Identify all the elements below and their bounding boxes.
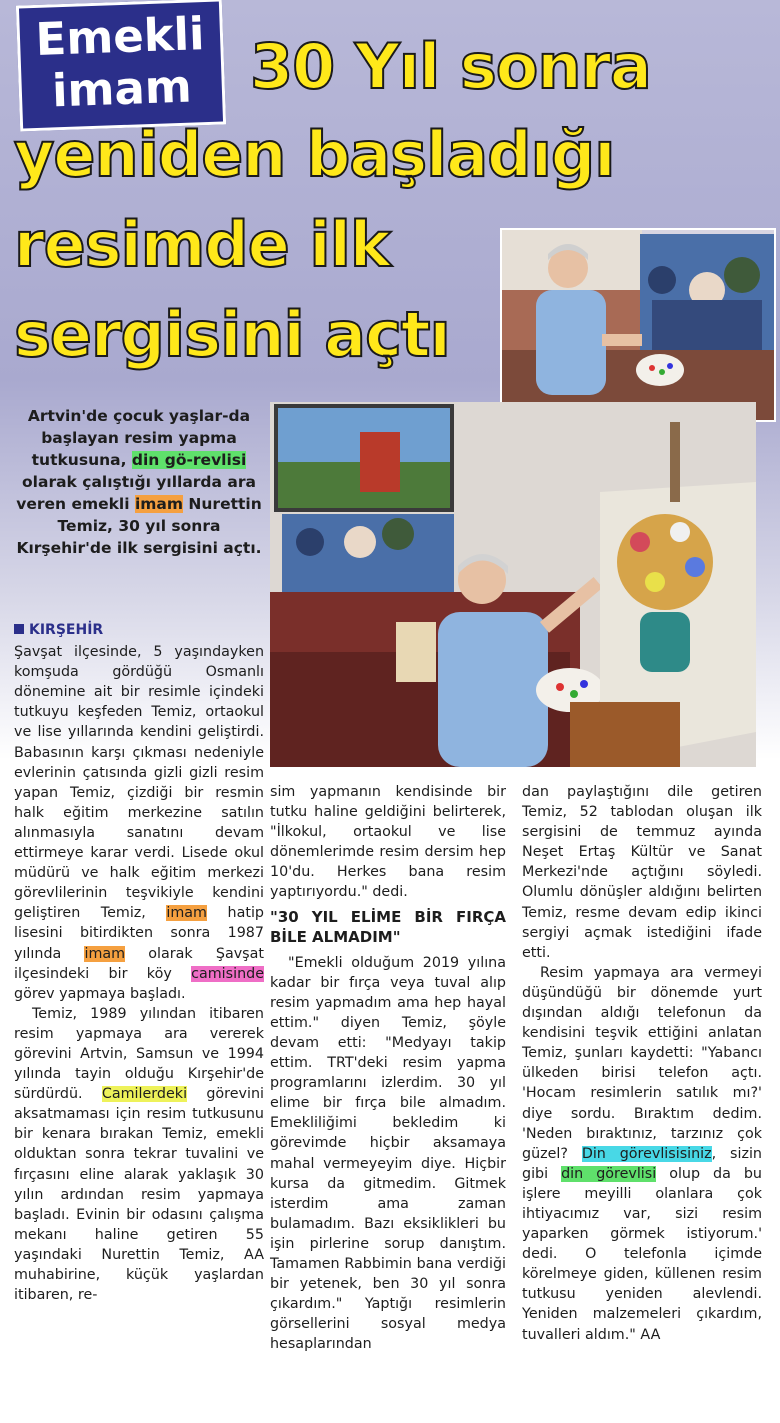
lead-text-3: Nurettin Temiz, 30 yıl sonra Kırşehir'de ilk sergisini açtı.: [16, 495, 262, 557]
square-bullet-icon: [14, 624, 24, 634]
article-subheading: "30 YIL ELİME BİR FIRÇA BİLE ALMADIM": [270, 907, 506, 946]
col3-paragraph-2: [522, 963, 762, 1345]
painter-at-easel-photo: [500, 228, 776, 422]
col3-paragraph-1: dan paylaştığını dile getiren Temiz, 52 tablodan oluşan ilk sergisini de temmuz ayında Neşet Ertaş Kültür ve Sanat Merkezi'nde açtığını söyledi. Olumlu dönüşler aldığını belirten Temiz, resme devam edip ikinci sergiyi açmak istediğini ifade etti.: [522, 784, 762, 961]
headline-line-4: sergisini açtı: [14, 298, 450, 371]
col2-paragraph-2: "Emekli olduğum 2019 yılına kadar bir fırça veya tuval alıp resim yapmadım ama hep hayal ettim." diyen Temiz, şöyle devam etti: "Medyayı takip ettim. TRT'deki resim yapma programlarını izlerdim. 30 yıl elime bir fırça bile almadım. Emekliliğimi bekledim ki görevimde hiçbir aksamaya mahal vermeyeyim diye. Hiçbir kursa da gitmedim. Gitmek isterdim ama zaman bulamadım. Bazı eksikliklerі bu işin pirlerine sorup danıştım. Tamamen Rabbimin bana verdiği bir yetenek, ben 30 yıl sonra çıkardım." Yaptığı resimlerin görsellerini sosyal medya hesaplarından: [270, 954, 506, 1353]
article-column-2: [270, 782, 506, 1354]
dateline-text: KIRŞEHİR: [29, 622, 104, 638]
headline-line-3: resimde ilk: [14, 208, 391, 281]
lead-text-1: Artvin'de çocuk yaşlar-da başlayan resim yapma tutkusuna,: [27, 407, 251, 469]
col3-text-b: , sizin gibi: [522, 1145, 762, 1182]
dateline: [14, 620, 264, 640]
lead-highlight-1: din gö-revlisi: [131, 451, 247, 469]
col1-text-b: hatip lisesini bitirdikten sonra 1987 yılında: [14, 905, 264, 962]
col1-highlight-camilerdeki: Camilerdeki: [101, 1086, 188, 1103]
col3-highlight-din-gorevlisi: din görevlisi: [561, 1165, 657, 1182]
col1-highlight-imam-2: imam: [84, 945, 126, 962]
col1-text-d: görev yapmaya başladı.: [14, 985, 186, 1002]
col1-text-c: olarak Şavşat ilçesindeki bir köy: [14, 945, 264, 982]
lead-paragraph: [14, 405, 264, 559]
article-column-1: [14, 620, 264, 1305]
col2-paragraph-1: sim yapmanın kendisinde bir tutku haline geldiğini belirterek, "İlkokul, ortaokul ve lise dönemlerimde resim dersim hep 10'du. Herkes bana resim yaptırıyordu." dedi.: [270, 784, 506, 901]
col1-highlight-camisinde: camisinde: [191, 965, 264, 982]
article-column-3: [522, 782, 762, 1345]
col3-text-a: Resim yapmaya ara vermeyi düşündüğü bir dönemde yurt dışından aldığı telefonun da kendisini teşvik ettiğini anlatan Temiz, şunları kaydetti: "Yabancı ülkeden birisi telefon açtı. 'Hocam resimlerin satılık mı?' diye sordu. Bıraktım dedim. 'Neden bıraktınız, tarzınız çok güzel?: [522, 964, 762, 1162]
col1-paragraph-2: [14, 1004, 264, 1305]
lead-text-2: olarak çalıştığı yıllarda ara veren emekli: [16, 473, 256, 513]
headline-line-1: 30 Yıl sonra: [250, 30, 651, 103]
col3-highlight-din-gorevlisisiniz: Din görevlisisiniz: [581, 1145, 712, 1162]
kicker-line-2: imam: [51, 59, 193, 118]
col1-text-e: Temiz, 1989 yılından itibaren resim yapmaya ara vererek görevini Artvin, Samsun ve 1994 yılında tayin olduğu Kırşehir'de sürdürdü.: [14, 1005, 264, 1103]
lead-highlight-2: imam: [134, 495, 184, 513]
kicker-label: [16, 0, 226, 132]
col1-highlight-imam-1: imam: [166, 905, 207, 922]
col1-text-f: görevini aksatmaması için resim tutkusunu bir kenara bırakan Temiz, emekli olduktan sonra tekrar tuvalini ve fırçasını eline alarak yaklaşık 30 yılın ardından resim yapmaya başladı. Evinin bir odasını çalışma mekanı haline getiren 55 yaşındaki Nurettin Temiz, AA muhabirine, küçük yaşlardan itibaren, re-: [14, 1086, 264, 1304]
col3-text-c: olup da bu işlere meyilli olanlara çok ihtiyacımız var, sizi resim yaparken görmek istiyorum.' dedi. O telefonla içimde körelmeye giden, küllenen resim tutkusu yeniden alevlendi. Yeniden malzemeleri çıkardım, tuvalleri aldım." AA: [522, 1165, 762, 1343]
col1-paragraph-1: [14, 642, 264, 1004]
kicker-line-1: Emekli: [34, 7, 206, 66]
col1-text-a: Şavşat ilçesinde, 5 yaşındayken komşuda gördüğü Osmanlı dönemine ait bir resimle içindeki tutkuyu keşfeden Temiz, ortaokul ve lise yıllarında kendini geliştirdi. Babasının karşı çıkması nedeniyle evlerinin çatısında gizli gizli resim yapan Temiz, çizdiği bir resmin halk eğitim merkezine satılın alınmasıyla sanatını devam ettirmeye karar verdi. Lisede okul müdürü ve halk eğitim merkezi görevlilerinin teşvikiyle kendini geliştiren Temiz,: [14, 644, 264, 922]
headline-line-2: yeniden başladığı: [14, 118, 615, 191]
painter-with-flower-painting-photo: [270, 402, 756, 767]
